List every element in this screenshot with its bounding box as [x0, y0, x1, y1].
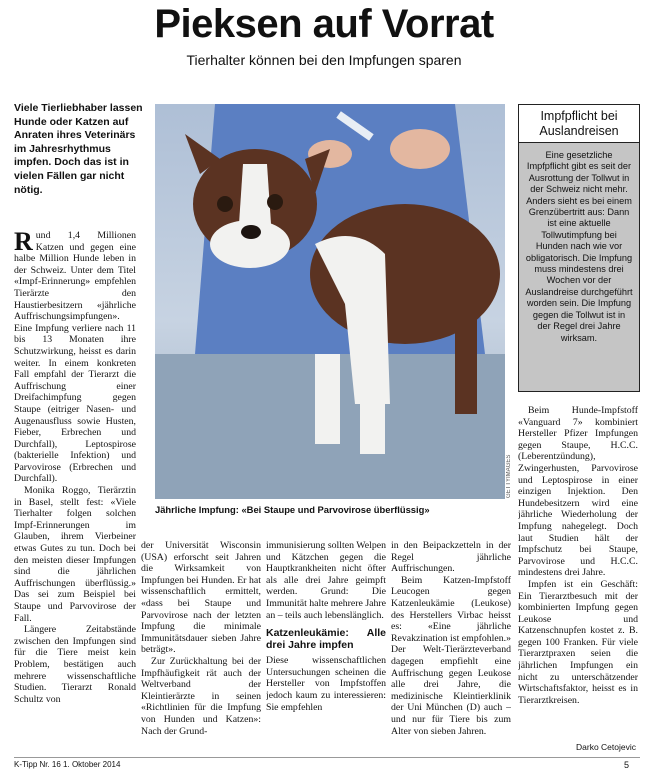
body-column-4	[391, 540, 511, 755]
dog-vaccination-photo	[155, 104, 505, 499]
body-paragraph: Diese wissenschaftlichen Untersuchungen scheinen die Hersteller von Impfstoffen jedoch kaum zu interessieren: Sie empfehlen	[266, 655, 386, 713]
body-column-2	[141, 540, 261, 755]
photo-illustration	[155, 104, 505, 499]
article-subtitle: Tierhalter können bei den Impfungen sparen	[186, 52, 462, 68]
footer-issue-date: K-Tipp Nr. 16 1. Oktober 2014	[14, 760, 121, 769]
body-paragraph	[14, 230, 136, 485]
body-paragraph: Impfen ist ein Geschäft: Ein Tierarztbesuch mit der kombinierten Impfung gegen Leukose und Katzenschnupfen kostet z. B. gegen 100 Franken. Für viele Tierarztpraxen seien die jährlichen Impfungen ein nicht zu unterschätzender Wirtschaftsfaktor, heisst es in Tierarztkreisen.	[518, 578, 638, 706]
body-paragraph: immunisierung sollten Welpen und Kätzchen gegen die Hauptkrankheiten nicht öfter als alle drei Jahre geimpft werden. Grund: Die Immunität halte mehrere Jahre an – teils auch lebenslänglich.	[266, 540, 386, 621]
sidebar-box-text: Eine gesetzliche Impfpflicht gibt es seit der Ausrottung der Tollwut in der Schweiz nicht mehr. Anders sieht es bei einem Grenzübertritt aus: Dann ist eine aktuelle Tollwutimpfung bei Hunden nach wie vor obligatorisch. Die Impfung muss mindestens drei Wochen vor der Auslandreise durchgeführt worden sein. Die Impfung gegen die Tollwut ist in der Regel drei Jahre wirksam.	[519, 143, 639, 391]
body-paragraph: Beim Katzen-Impfstoff Leucogen gegen Katzenleukämie (Leukose) des Herstellers Virbac heisst es: «Eine jährliche Revakzination ist empfohlen.» Der Welt-Tierärzteverband dagegen empfiehlt eine Auffrischung gegen Leukose alle drei Jahre, die medizinische Kleintierklinik der Uni München (D) auch – und nur für Tiere bis zum Alter von sieben Jahren.	[391, 574, 511, 737]
article-title: Pieksen auf Vorrat	[154, 2, 494, 46]
body-paragraph: Zur Zurückhaltung bei der Impfhäufigkeit rät auch der Weltverband der Kleintierärzte in seinen «Richtlinien für die Impfung von Hunden und Katzen»: Nach der Grund-	[141, 655, 261, 737]
section-subhead: Katzenleukämie: Alle drei Jahre impfen	[266, 627, 386, 652]
body-paragraph: Längere Zeitabstände zwischen den Impfungen sind für die Tiere meist kein Problem, bestätigen auch mehrere wissenschaftliche Studien. Tierarzt Ronald Schultz von	[14, 624, 136, 705]
page-number: 5	[624, 760, 630, 770]
body-column-3	[266, 540, 386, 755]
photo-credit: GETTYIMAGES	[506, 454, 512, 498]
footer-divider	[14, 757, 640, 758]
body-paragraph: der Universität Wisconsin (USA) erforscht seit Jahren die Wirksamkeit von Impfungen bei Hunden. Er hat wissenschaftlich ermittelt, «dass bei Staupe und Parvovirose nach der letzten Impfung die minimale Immunitätsdauer sieben Jahre beträgt».	[141, 540, 261, 656]
lead-paragraph: Viele Tierliebhaber lassen Hunde oder Katzen auf Anraten ihres Veterinärs im Jahresrhythmus impfen. Doch das ist in vielen Fällen gar nicht nötig.	[14, 102, 143, 196]
sidebar-info-box	[518, 104, 640, 392]
photo-caption: Jährliche Impfung: «Bei Staupe und Parvovirose überflüssig»	[155, 504, 430, 515]
body-column-1	[14, 230, 136, 750]
body-paragraph: in den Beipackzetteln in der Regel jährliche Auffrischungen.	[391, 540, 511, 575]
body-paragraph: Monika Roggo, Tierärztin in Basel, stellt fest: «Viele Tierhalter folgen solchen Impf-Erinnerungen im Glauben, ihrem Vierbeiner etwas Gutes zu tun. Doch bei den meisten dieser Impfungen sind die jährlichen Auffrischungen überflüssig.» Das sei zum Beispiel bei Staupe und Parvovirose der Fall.	[14, 485, 136, 624]
body-paragraph: Beim Hunde-Impfstoff «Vanguard 7» kombiniert Hersteller Pfizer Impfungen gegen Staupe, H.C.C. (Leberentzündung), Zwingerhusten, Parvovirose und Leptospirose in einer einzigen Injektion. Den Hundebesitzern wird eine jährliche Wiederholung der Impfung nahegelegt. Doch laut Studien hält der Impfschutz bei Staupe, Parvovirose und H.C.C. mindestens drei Jahre.	[518, 405, 638, 579]
sidebar-box-title: Impfpflicht bei Auslandreisen	[519, 105, 639, 143]
body-column-5	[518, 405, 638, 745]
author-byline: Darko Cetojevic	[576, 742, 636, 752]
paragraph-text: und 1,4 Millionen Katzen und gegen eine halbe Million Hunde leben in der Schweiz. Unter dem Titel «Impf-Erinnerung» empfehlen Tierärzte den Haustierbesitzern «jährliche Auffrischungsimpfungen». Eine Impfung verliere nach 11 bis 13 Monaten ihre Schutzwirkung, heisst es darin weiter. In einem konkreten Fall empfahl der Tierarzt die Auffrischung einer Dreifachimpfung gegen Staupe (eitriger Nasen- und Augenausfluss sowie Husten, Fieber, Erbrechen und Durchfall), Leptospirose (bakterielle Infektion) und Parvovirose (Erbrechen und Durchfall).	[14, 230, 136, 485]
drop-cap: R	[14, 230, 33, 256]
